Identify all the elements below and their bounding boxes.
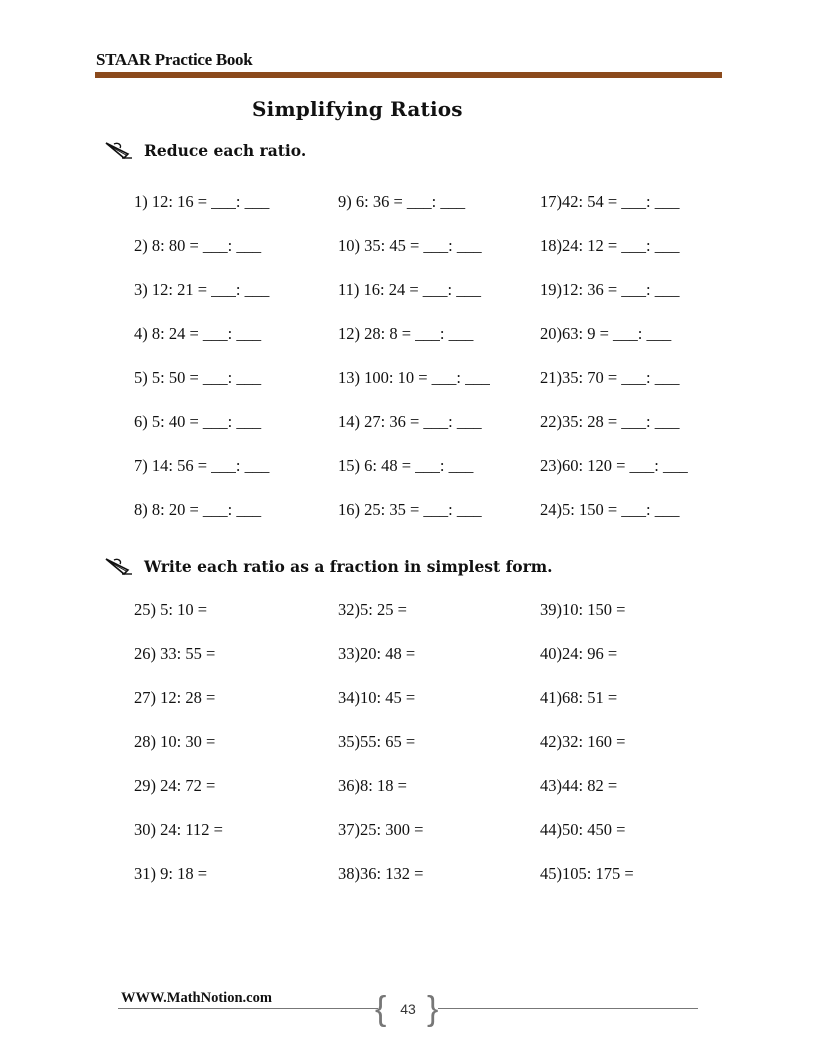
problem-item: 34)10: 45 =	[338, 688, 416, 707]
problem-item: 17)42: 54 = ___: ___	[540, 192, 680, 211]
problem-item: 35)55: 65 =	[338, 732, 416, 751]
problem-item: 9) 6: 36 = ___: ___	[338, 192, 466, 211]
problem-item: 13) 100: 10 = ___: ___	[338, 368, 490, 387]
problem-item: 41)68: 51 =	[540, 688, 618, 707]
problem-item: 37)25: 300 =	[338, 820, 424, 839]
problem-item: 11) 16: 24 = ___: ___	[338, 280, 481, 299]
footer-divider-right	[438, 1008, 698, 1009]
section1-instruction-text: Reduce each ratio.	[144, 140, 307, 160]
header-title: STAAR Practice Book	[96, 50, 253, 69]
problem-item: 14) 27: 36 = ___: ___	[338, 412, 482, 431]
problem-item: 20)63: 9 = ___: ___	[540, 324, 672, 343]
section2-instruction-text: Write each ratio as a fraction in simplest form.	[144, 556, 553, 576]
section1-instruction	[104, 140, 306, 160]
section2-instruction	[104, 556, 553, 576]
problem-item: 5) 5: 50 = ___: ___	[134, 368, 262, 387]
pencil-icon	[104, 140, 134, 160]
problem-item: 43)44: 82 =	[540, 776, 618, 795]
problem-item: 44)50: 450 =	[540, 820, 626, 839]
problem-item: 8) 8: 20 = ___: ___	[134, 500, 262, 519]
problem-item: 16) 25: 35 = ___: ___	[338, 500, 482, 519]
problem-item: 32)5: 25 =	[338, 600, 407, 619]
problem-item: 39)10: 150 =	[540, 600, 626, 619]
problem-item: 26) 33: 55 =	[134, 644, 216, 663]
problem-item: 36)8: 18 =	[338, 776, 407, 795]
problem-item: 30) 24: 112 =	[134, 820, 223, 839]
problem-item: 1) 12: 16 = ___: ___	[134, 192, 270, 211]
problem-item: 40)24: 96 =	[540, 644, 618, 663]
problem-item: 25) 5: 10 =	[134, 600, 208, 619]
problem-item: 33)20: 48 =	[338, 644, 416, 663]
problem-item: 12) 28: 8 = ___: ___	[338, 324, 474, 343]
problem-item: 4) 8: 24 = ___: ___	[134, 324, 262, 343]
problem-item: 2) 8: 80 = ___: ___	[134, 236, 262, 255]
footer-divider-left	[118, 1008, 378, 1009]
page-number: 43	[400, 1001, 416, 1017]
problem-item: 31) 9: 18 =	[134, 864, 208, 883]
problem-item: 7) 14: 56 = ___: ___	[134, 456, 270, 475]
problem-item: 21)35: 70 = ___: ___	[540, 368, 680, 387]
problem-item: 18)24: 12 = ___: ___	[540, 236, 680, 255]
left-brace-icon: {	[375, 990, 387, 1028]
problem-item: 45)105: 175 =	[540, 864, 634, 883]
pencil-icon	[104, 556, 134, 576]
page-title: Simplifying Ratios	[252, 97, 463, 121]
problem-item: 27) 12: 28 =	[134, 688, 216, 707]
problem-item: 3) 12: 21 = ___: ___	[134, 280, 270, 299]
problem-item: 28) 10: 30 =	[134, 732, 216, 751]
right-brace-icon: }	[427, 990, 439, 1028]
problem-item: 22)35: 28 = ___: ___	[540, 412, 680, 431]
problem-item: 24)5: 150 = ___: ___	[540, 500, 680, 519]
problem-item: 38)36: 132 =	[338, 864, 424, 883]
problem-item: 29) 24: 72 =	[134, 776, 216, 795]
problem-item: 42)32: 160 =	[540, 732, 626, 751]
problem-item: 6) 5: 40 = ___: ___	[134, 412, 262, 431]
footer-url: WWW.MathNotion.com	[121, 990, 272, 1006]
problem-item: 19)12: 36 = ___: ___	[540, 280, 680, 299]
problem-item: 10) 35: 45 = ___: ___	[338, 236, 482, 255]
problem-item: 23)60: 120 = ___: ___	[540, 456, 688, 475]
header-rule	[95, 72, 722, 78]
problem-item: 15) 6: 48 = ___: ___	[338, 456, 474, 475]
